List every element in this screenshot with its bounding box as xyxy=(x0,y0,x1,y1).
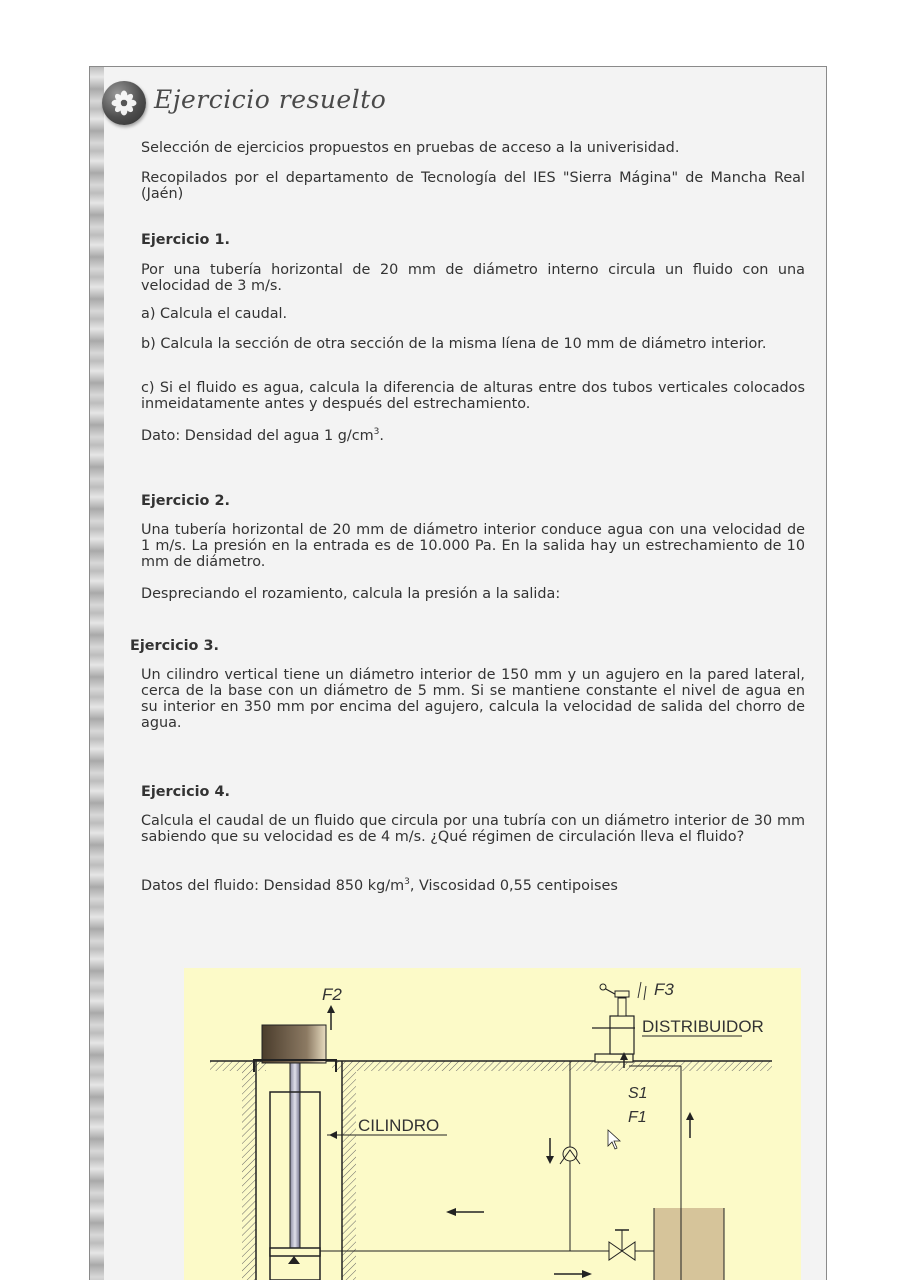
label-f1: F1 xyxy=(628,1109,647,1126)
lever-pivot xyxy=(615,991,629,997)
load-block xyxy=(262,1025,326,1063)
exercise-4-heading: Ejercicio 4. xyxy=(141,784,230,800)
hydraulic-diagram xyxy=(184,968,801,1280)
exercise-2-heading: Ejercicio 2. xyxy=(141,493,230,509)
pit-wall-left xyxy=(242,1071,256,1280)
ground-hatch xyxy=(332,1061,772,1071)
exercise-3-heading: Ejercicio 3. xyxy=(130,638,219,654)
piston-rod xyxy=(290,1063,300,1248)
piston-plate xyxy=(270,1248,320,1256)
label-s1: S1 xyxy=(628,1085,648,1102)
intro-line-2: Recopilados por el departamento de Tecnología del IES "Sierra Mágina" de Mancha Real (Jaén) xyxy=(141,170,805,202)
distributor-base xyxy=(595,1054,633,1062)
exercise-1-data: Dato: Densidad del agua 1 $g/cm^3$. xyxy=(141,427,384,444)
distributor-stem xyxy=(618,998,626,1016)
exercise-2-question: Despreciando el rozamiento, calcula la presión a la salida: xyxy=(141,586,561,602)
binding-strip xyxy=(90,67,104,1280)
page-title: Ejercicio resuelto xyxy=(154,85,387,114)
exercise-4-data: Datos del fluido: Densidad 850 $kg/m^3$, Viscosidad 0,55 centipoises xyxy=(141,877,618,894)
exercise-4-statement: Calcula el caudal de un fluido que circula por una tubría con un diámetro interior de 30 mm sabiendo que su velocidad es de 4 m/s. ¿Qué régimen de circulación lleva el fluido? xyxy=(141,813,805,845)
exercise-1-heading: Ejercicio 1. xyxy=(141,232,230,248)
label-distribuidor: DISTRIBUIDOR xyxy=(642,1017,764,1036)
exercise-3-statement: Un cilindro vertical tiene un diámetro interior de 150 mm y un agujero en la pared lateral, cerca de la base con un diámetro de 5 mm. Si se mantiene constante el nivel de agua en su interior en 350 mm por encima del agujero, calcula la velocidad de salida del chorro de agua. xyxy=(141,667,805,731)
exercise-1-part-a: a) Calcula el caudal. xyxy=(141,306,288,322)
pit-wall-right xyxy=(342,1071,356,1280)
page-header xyxy=(100,75,500,125)
lever-knob xyxy=(600,984,606,990)
hydraulic-circuit-figure xyxy=(184,968,801,1280)
check-valve xyxy=(563,1147,577,1161)
exercise-1-statement: Por una tubería horizontal de 20 mm de diámetro interno circula un fluido con una velocidad de 3 m/s. xyxy=(141,262,805,294)
tank-liquid xyxy=(654,1208,724,1280)
label-f2: F2 xyxy=(322,985,342,1004)
label-cilindro: CILINDRO xyxy=(358,1116,440,1135)
exercise-1-part-b: b) Calcula la sección de otra sección de la misma líena de 10 mm de diámetro interior. xyxy=(141,336,767,352)
label-f3: F3 xyxy=(654,980,674,999)
distributor-body xyxy=(610,1016,634,1054)
exercise-1-part-c: c) Si el fluido es agua, calcula la diferencia de alturas entre dos tubos verticales colocados inmeidatamente antes y después del estrechamiento. xyxy=(141,380,805,412)
exercise-2-statement: Una tubería horizontal de 20 mm de diámetro interior conduce agua con una velocidad de 1 m/s. La presión en la entrada es de 10.000 Pa. En la salida hay un estrechamiento de 10 mm de diámetro. xyxy=(141,522,805,570)
ground-hatch xyxy=(210,1061,266,1071)
document-page xyxy=(89,66,827,1280)
intro-line-1: Selección de ejercicios propuestos en pruebas de acceso a la univerisidad. xyxy=(141,140,680,156)
flower-icon xyxy=(102,81,146,125)
